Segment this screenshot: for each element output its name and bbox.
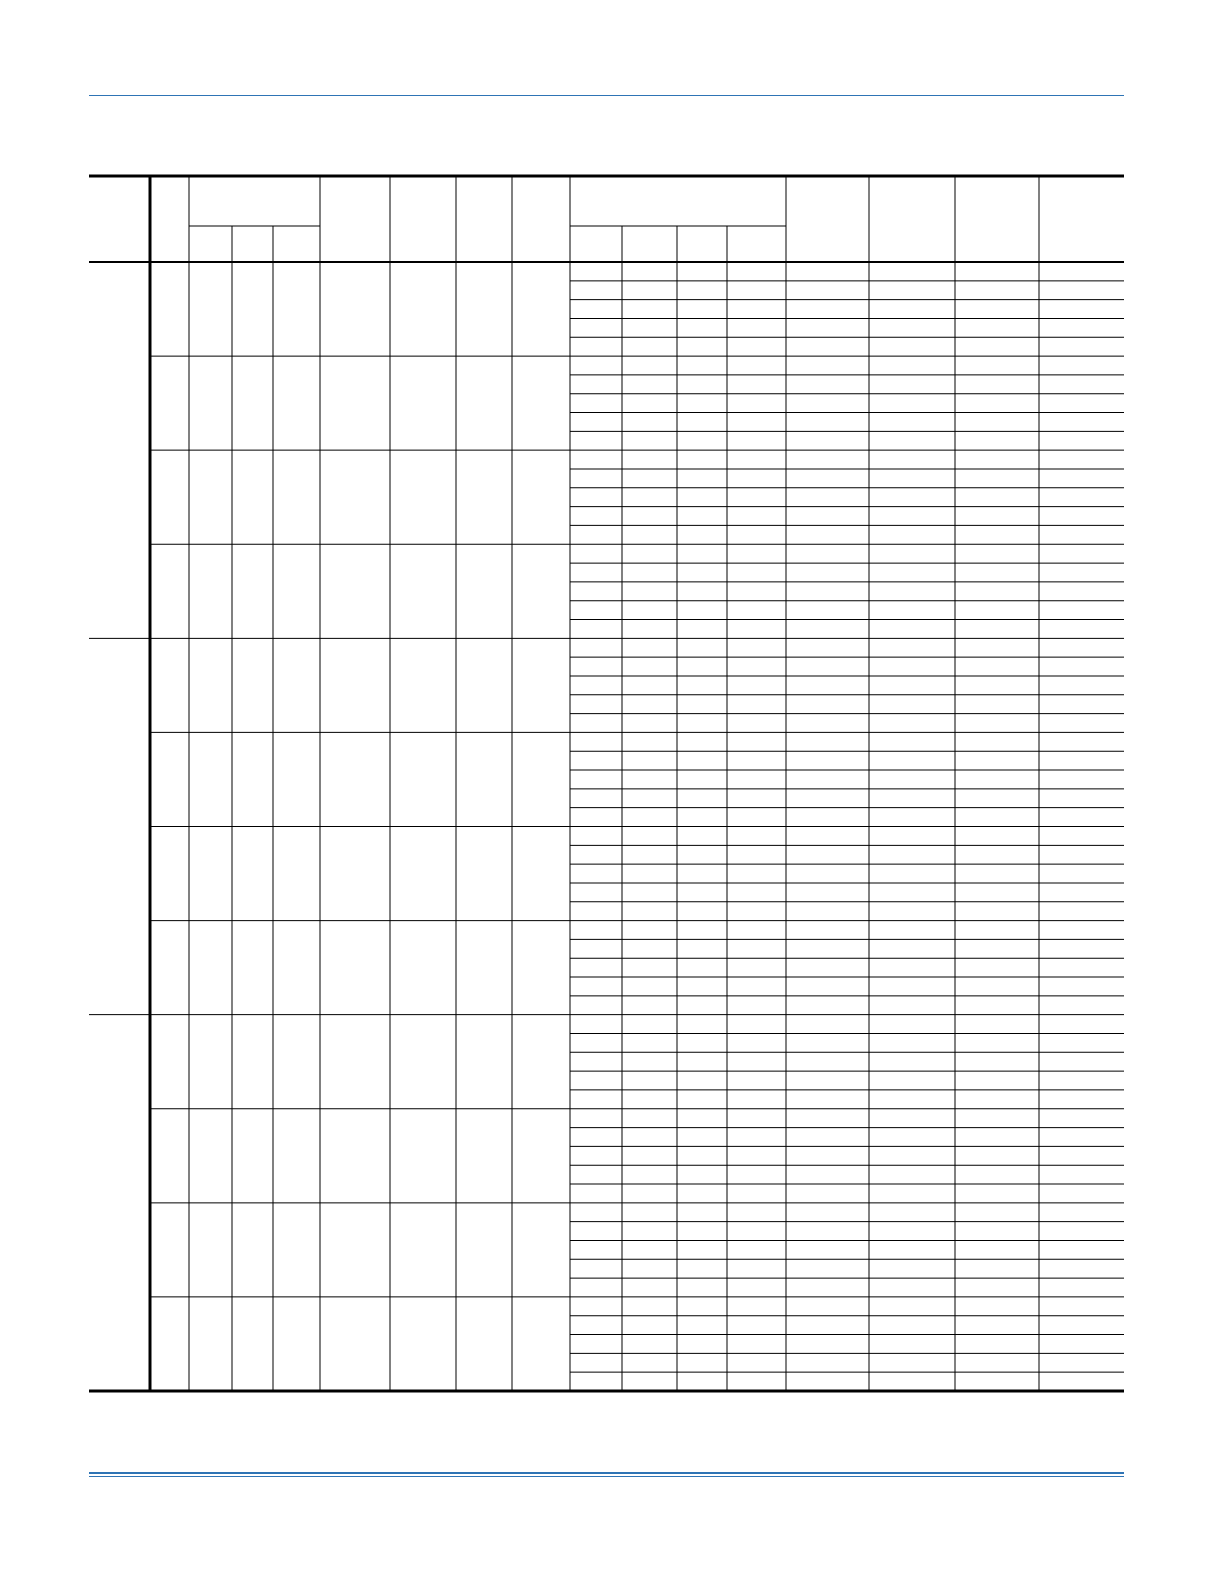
footer-rule-thick — [89, 1472, 1124, 1474]
footer-rule-thin — [89, 1476, 1124, 1477]
